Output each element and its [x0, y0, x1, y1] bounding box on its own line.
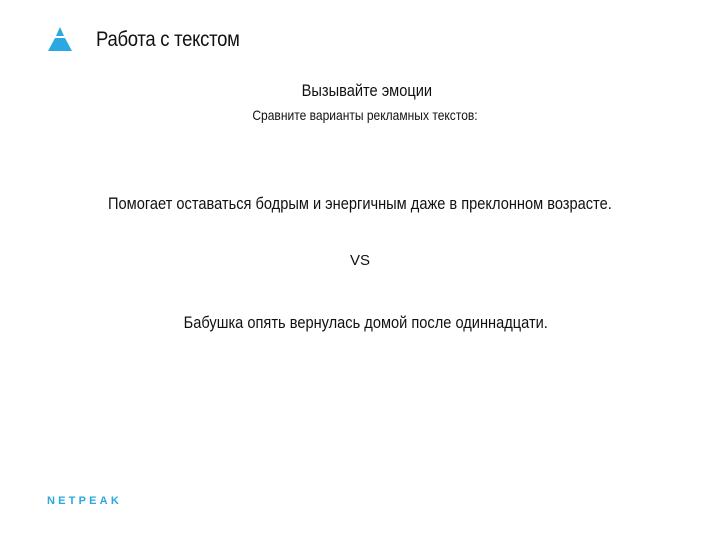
versus-separator: VS [349, 252, 370, 269]
ad-text-variant-1 [0, 192, 720, 216]
slide-heading-text: Вызывайте эмоции [301, 81, 433, 100]
pyramid-logo-icon [47, 26, 73, 52]
slide-subheading [0, 106, 720, 124]
slide-title: Работа с текстом [96, 28, 240, 51]
slide-subheading-text: Сравните варианты рекламных текстов: [252, 107, 478, 123]
ad-text-variant-1-text: Помогает оставаться бодрым и энергичным даже в преклонном возрасте. [108, 194, 612, 213]
brand-logo: NETPEAK [47, 495, 122, 507]
ad-text-variant-2 [0, 311, 720, 335]
slide-heading [0, 80, 720, 102]
ad-text-variant-2-text: Бабушка опять вернулась домой после одиннадцати. [183, 313, 549, 332]
